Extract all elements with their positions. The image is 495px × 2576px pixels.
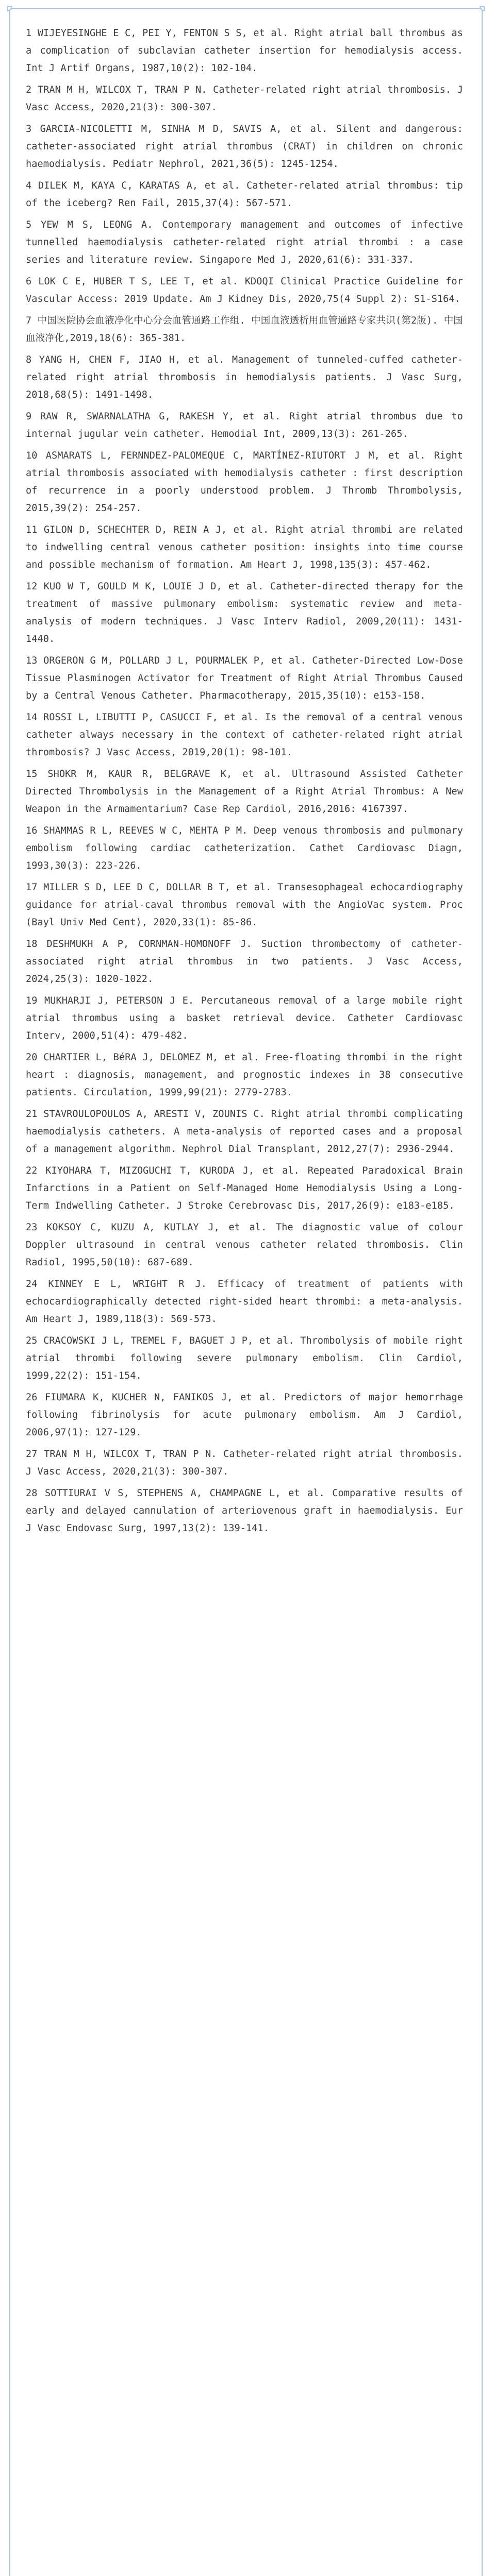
reference-item: 11 GILON D, SCHECHTER D, REIN A J, et al. Right atrial thrombi are related to indwelling central venous catheter position: insights into time course and possible mechanism of formation. Am Heart J, 1998,135(3): 457-462. <box>26 524 463 570</box>
reference-item: 8 YANG H, CHEN F, JIAO H, et al. Management of tunneled-cuffed catheter-related right atrial thrombosis in hemodialysis patients. J Vasc Surg, 2018,68(5): 1491-1498. <box>26 354 463 400</box>
reference-item: 1 WIJEYESINGHE E C, PEI Y, FENTON S S, et al. Right atrial ball thrombus as a complication of subclavian catheter insertion for hemodialysis access. Int J Artif Organs, 1987,10(2): 102-104. <box>26 28 463 74</box>
reference-item: 23 KOKSOY C, KUZU A, KUTLAY J, et al. The diagnostic value of colour Doppler ultrasound in central venous catheter related thrombosis. Clin Radiol, 1995,50(10): 687-689. <box>26 1222 463 1268</box>
reference-item: 5 YEW M S, LEONG A. Contemporary management and outcomes of infective tunnelled haemodialysis catheter-related right atrial thrombi : a case series and literature review. Singapore Med J, 2020,61(6): 331-337. <box>26 219 463 265</box>
reference-item: 3 GARCIA-NICOLETTI M, SINHA M D, SAVIS A, et al. Silent and dangerous: catheter-associated right atrial thrombus (CRAT) in children on chronic haemodialysis. Pediatr Nephrol, 2021,36(5): 1245-1254. <box>26 124 463 170</box>
reference-frame <box>9 8 483 2576</box>
reference-item: 16 SHAMMAS R L, REEVES W C, MEHTA P M. Deep venous thrombosis and pulmonary embolism following cardiac catheterization. Cathet Cardiovasc Diagn, 1993,30(3): 223-226. <box>26 825 463 871</box>
reference-item: 20 CHARTIER L, BéRA J, DELOMEZ M, et al. Free-floating thrombi in the right heart : diagnosis, management, and prognostic indexes in 38 consecutive patients. Circulation, 1999,99(21): 2779-2783. <box>26 1052 463 1098</box>
reference-list <box>10 9 482 1552</box>
reference-item: 15 SHOKR M, KAUR R, BELGRAVE K, et al. Ultrasound Assisted Catheter Directed Thrombolysis in the Management of a Right Atrial Thrombus: A New Weapon in the Armamentarium? Case Rep Cardiol, 2016,2016: 4167397. <box>26 769 463 815</box>
reference-item: 25 CRACOWSKI J L, TREMEL F, BAGUET J P, et al. Thrombolysis of mobile right atrial thrombi following severe pulmonary embolism. Clin Cardiol, 1999,22(2): 151-154. <box>26 1335 463 1381</box>
reference-item: 7 中国医院协会血液净化中心分会血管通路工作组. 中国血液透析用血管通路专家共识(第2版). 中国血液净化,2019,18(6): 365-381. <box>26 315 463 344</box>
reference-item: 27 TRAN M H, WILCOX T, TRAN P N. Catheter-related right atrial thrombosis. J Vasc Access, 2020,21(3): 300-307. <box>26 1449 463 1477</box>
reference-item: 19 MUKHARJI J, PETERSON J E. Percutaneous removal of a large mobile right atrial thrombus using a basket retrieval device. Catheter Cardiovasc Interv, 2000,51(4): 479-482. <box>26 995 463 1041</box>
reference-item: 22 KIYOHARA T, MIZOGUCHI T, KURODA J, et al. Repeated Paradoxical Brain Infarctions in a Patient on Self-Managed Home Hemodialysis Using a Long-Term Indwelling Catheter. J Stroke Cerebrovasc Dis, 2017,26(9): e183-e185. <box>26 1165 463 1211</box>
reference-item: 10 ASMARATS L, FERNNDEZ-PALOMEQUE C, MARTÍNEZ-RIUTORT J M, et al. Right atrial thrombosis associated with hemodialysis catheter : first description of recurrence in a poorly understood problem. J Thromb Thrombolysis, 2015,39(2): 254-257. <box>26 450 463 514</box>
reference-item: 21 STAVROULOPOULOS A, ARESTI V, ZOUNIS C. Right atrial thrombi complicating haemodialysis catheters. A meta-analysis of reported cases and a proposal of a management algorithm. Nephrol Dial Transplant, 2012,27(7): 2936-2944. <box>26 1109 463 1155</box>
reference-item: 2 TRAN M H, WILCOX T, TRAN P N. Catheter-related right atrial thrombosis. J Vasc Access, 2020,21(3): 300-307. <box>26 84 463 113</box>
reference-item: 12 KUO W T, GOULD M K, LOUIE J D, et al. Catheter-directed therapy for the treatment of massive pulmonary embolism: systematic review and meta-analysis of modern techniques. J Vasc Interv Radiol, 2009,20(11): 1431-1440. <box>26 581 463 645</box>
reference-item: 28 SOTTIURAI V S, STEPHENS A, CHAMPAGNE L, et al. Comparative results of early and delayed cannulation of arteriovenous graft in haemodialysis. Eur J Vasc Endovasc Surg, 1997,13(2): 139-141. <box>26 1488 463 1534</box>
reference-item: 6 LOK C E, HUBER T S, LEE T, et al. KDOQI Clinical Practice Guideline for Vascular Access: 2019 Update. Am J Kidney Dis, 2020,75(4 Suppl 2): S1-S164. <box>26 276 463 304</box>
reference-item: 18 DESHMUKH A P, CORNMAN-HOMONOFF J. Suction thrombectomy of catheter-associated right atrial thrombus in two patients. J Vasc Access, 2024,25(3): 1020-1022. <box>26 939 463 985</box>
reference-item: 9 RAW R, SWARNALATHA G, RAKESH Y, et al. Right atrial thrombus due to internal jugular vein catheter. Hemodial Int, 2009,13(3): 261-265. <box>26 411 463 439</box>
reference-item: 4 DILEK M, KAYA C, KARATAS A, et al. Catheter-related atrial thrombus: tip of the iceberg? Ren Fail, 2015,37(4): 567-571. <box>26 180 463 209</box>
reference-item: 24 KINNEY E L, WRIGHT R J. Efficacy of treatment of patients with echocardiographically detected right-sided heart thrombi: a meta-analysis. Am Heart J, 1989,118(3): 569-573. <box>26 1279 463 1325</box>
reference-item: 13 ORGERON G M, POLLARD J L, POURMALEK P, et al. Catheter-Directed Low-Dose Tissue Plasminogen Activator for Treatment of Right Atrial Thrombus Caused by a Central Venous Catheter. Pharmacotherapy, 2015,35(10): e153-158. <box>26 655 463 701</box>
reference-item: 17 MILLER S D, LEE D C, DOLLAR B T, et al. Transesophageal echocardiography guidance for atrial-caval thrombus removal with the AngioVac system. Proc (Bayl Univ Med Cent), 2020,33(1): 85-86. <box>26 882 463 928</box>
reference-item: 14 ROSSI L, LIBUTTI P, CASUCCI F, et al. Is the removal of a central venous catheter always necessary in the context of catheter-related right atrial thrombosis? J Vasc Access, 2019,20(1): 98-101. <box>26 712 463 758</box>
reference-item: 26 FIUMARA K, KUCHER N, FANIKOS J, et al. Predictors of major hemorrhage following fibrinolysis for acute pulmonary embolism. Am J Cardiol, 2006,97(1): 127-129. <box>26 1392 463 1438</box>
